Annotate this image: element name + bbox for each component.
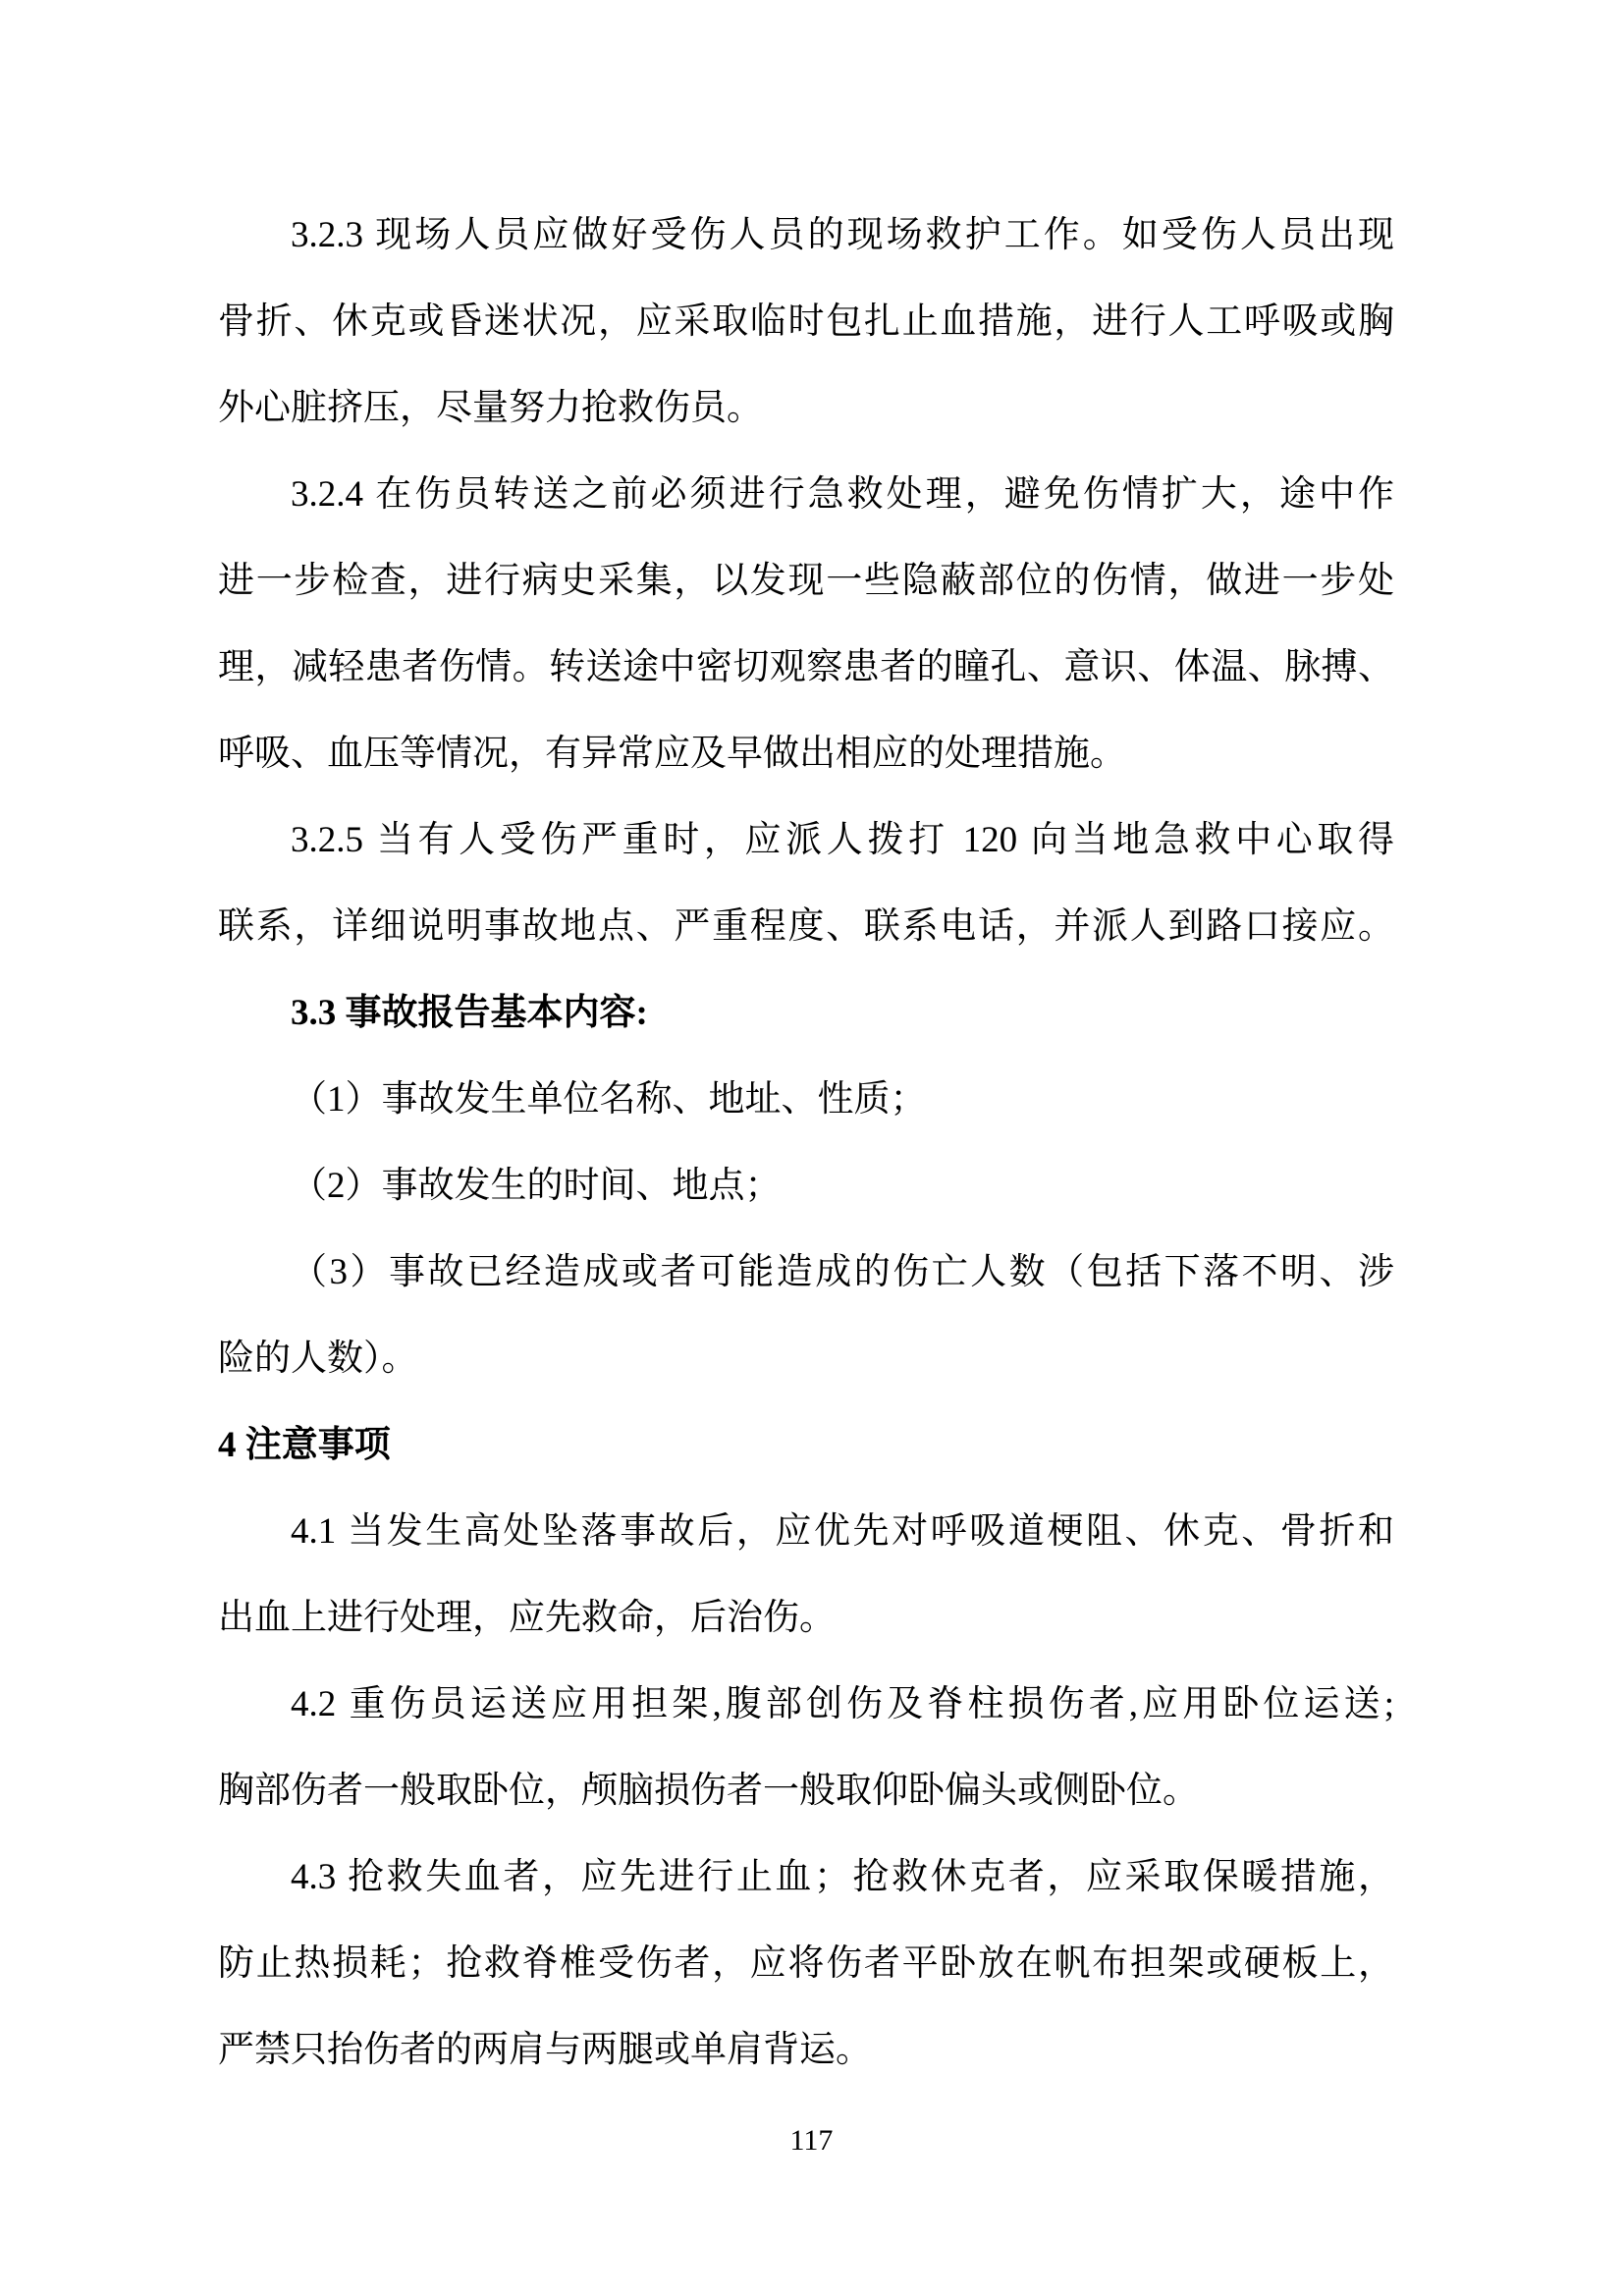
paragraph xyxy=(218,1489,1394,1662)
text-line: 理，减轻患者伤情。转送途中密切观察患者的瞳孔、意识、体温、脉搏、 xyxy=(218,647,1394,687)
paragraph xyxy=(218,1230,1394,1402)
page-number: 117 xyxy=(789,2124,834,2157)
paragraph xyxy=(218,452,1394,797)
text-line: 4.1 当发生高处坠落事故后，应优先对呼吸道梗阻、休克、骨折和 xyxy=(291,1511,1394,1552)
text-line: 骨折、休克或昏迷状况，应采取临时包扎止血措施，进行人工呼吸或胸 xyxy=(218,301,1394,342)
text-line: 4.3 抢救失血者，应先进行止血；抢救休克者，应采取保暖措施， xyxy=(291,1857,1394,1897)
text-line: 4.2 重伤员运送应用担架,腹部创伤及脊柱损伤者,应用卧位运送; xyxy=(291,1684,1394,1724)
text-line: 外心脏挤压，尽量努力抢救伤员。 xyxy=(218,388,763,428)
text-line: 胸部伤者一般取卧位，颅脑损伤者一般取仰卧偏头或侧卧位。 xyxy=(218,1771,1199,1811)
text-line: 严禁只抬伤者的两肩与两腿或单肩背运。 xyxy=(218,2030,872,2070)
text-line: 3.2.3 现场人员应做好受伤人员的现场救护工作。如受伤人员出现 xyxy=(291,215,1394,255)
paragraph xyxy=(218,192,1394,452)
paragraph xyxy=(218,1834,1394,2094)
paragraph xyxy=(218,1662,1394,1834)
text-line: 进一步检查，进行病史采集，以发现一些隐蔽部位的伤情，做进一步处 xyxy=(218,561,1394,601)
text-line: 防止热损耗；抢救脊椎受伤者，应将伤者平卧放在帆布担架或硬板上， xyxy=(218,1943,1394,1984)
text-line: （1）事故发生单位名称、地址、性质； xyxy=(291,1079,927,1120)
text-line: 险的人数）。 xyxy=(218,1339,418,1379)
paragraph xyxy=(218,1143,1394,1230)
text-line: 出血上进行处理，应先救命，后治伤。 xyxy=(218,1598,836,1638)
text-line: 3.2.4 在伤员转送之前必须进行急救处理，避免伤情扩大，途中作 xyxy=(291,474,1394,515)
paragraph xyxy=(218,1057,1394,1143)
text-line: （3）事故已经造成或者可能造成的伤亡人数（包括下落不明、涉 xyxy=(291,1252,1394,1292)
paragraph xyxy=(218,797,1394,970)
document-body xyxy=(218,192,1394,2094)
text-line: （2）事故发生的时间、地点； xyxy=(291,1166,782,1206)
text-line: 联系，详细说明事故地点、严重程度、联系电话，并派人到路口接应。 xyxy=(218,906,1394,947)
section-heading: 4 注意事项 xyxy=(218,1425,391,1465)
section-heading: 3.3 事故报告基本内容: xyxy=(291,993,648,1033)
section xyxy=(218,970,1394,1057)
section xyxy=(218,1402,1394,1489)
text-line: 3.2.5 当有人受伤严重时，应派人拨打 120 向当地急救中心取得 xyxy=(291,820,1394,860)
text-line: 呼吸、血压等情况，有异常应及早做出相应的处理措施。 xyxy=(218,734,1126,774)
